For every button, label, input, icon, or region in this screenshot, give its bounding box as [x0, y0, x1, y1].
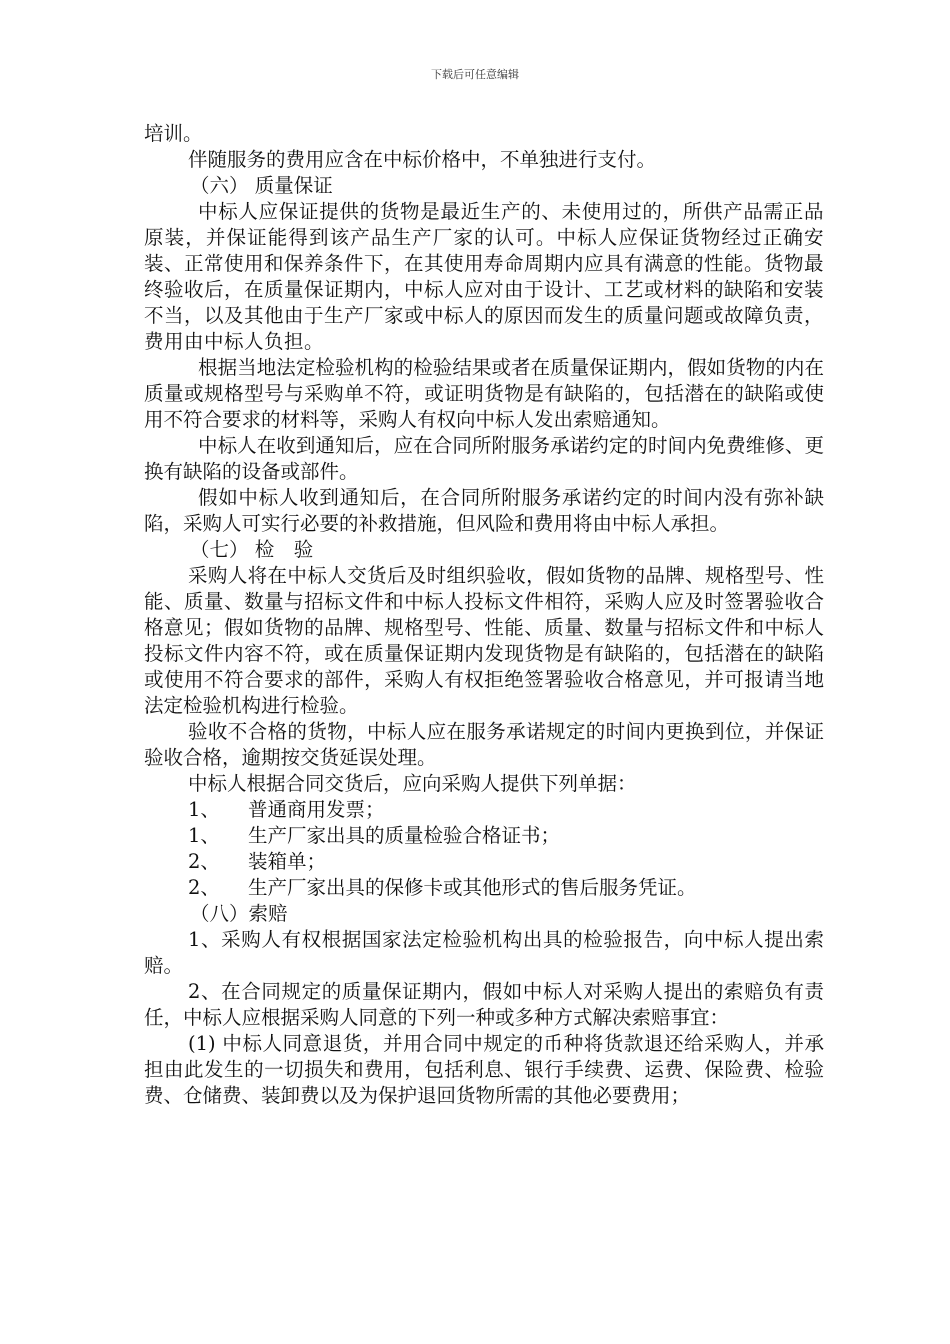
paragraph: 伴随服务的费用应含在中标价格中，不单独进行支付。 — [188, 148, 657, 171]
section-heading-inspection: （七） 检 验 — [190, 538, 314, 561]
document-body — [144, 121, 824, 1109]
paragraph: 1、采购人有权根据国家法定检验机构出具的检验报告，向中标人提出索赔。 — [144, 928, 824, 977]
paragraph: 验收不合格的货物，中标人应在服务承诺规定的时间内更换到位，并保证验收合格，逾期按交货延误处理。 — [144, 720, 824, 769]
list-item — [144, 875, 824, 901]
paragraph: 假如中标人收到通知后，在合同所附服务承诺约定的时间内没有弥补缺陷，采购人可实行必要的补救措施，但风险和费用将由中标人承担。 — [144, 486, 824, 535]
list-text: 生产厂家出具的保修卡或其他形式的售后服务凭证。 — [248, 876, 697, 899]
section-heading-quality: （六） 质量保证 — [190, 174, 333, 197]
paragraph: 中标人在收到通知后，应在合同所附服务承诺约定的时间内免费维修、更换有缺陷的设备或部件。 — [144, 434, 824, 483]
paragraph: 2、在合同规定的质量保证期内，假如中标人对采购人提出的索赔负有责任，中标人应根据采购人同意的下列一种或多种方式解决索赔事宜： — [144, 980, 824, 1029]
list-item — [144, 797, 824, 823]
paragraph: 采购人将在中标人交货后及时组织验收，假如货物的品牌、规格型号、性能、质量、数量与招标文件和中标人投标文件相符，采购人应及时签署验收合格意见；假如货物的品牌、规格型号、性能、质量、数量与招标文件和中标人投标文件内容不符，或在质量保证期内发现货物是有缺陷的，包括潜在的缺陷或使用不符合要求的部件，采购人有权拒绝签署验收合格意见，并可报请当地法定检验机构进行检验。 — [144, 564, 824, 717]
list-text: 生产厂家出具的质量检验合格证书； — [248, 824, 561, 847]
list-number: 1、 — [188, 798, 220, 821]
list-number: 2、 — [188, 850, 220, 873]
list-number: 1、 — [188, 824, 220, 847]
list-number: 2、 — [188, 876, 220, 899]
list-text: 装箱单； — [248, 850, 327, 873]
paragraph: 中标人根据合同交货后，应向采购人提供下列单据： — [188, 772, 637, 795]
list-item — [144, 849, 824, 875]
section-heading-claims: （八）索赔 — [190, 902, 288, 925]
paragraph: 中标人应保证提供的货物是最近生产的、未使用过的，所供产品需正品原装，并保证能得到该产品生产厂家的认可。中标人应保证货物经过正确安装、正常使用和保养条件下，在其使用寿命周期内应具有满意的性能。货物最终验收后，在质量保证期内，中标人应对由于设计、工艺或材料的缺陷和安装不当，以及其他由于生产厂家或中标人的原因而发生的质量问题或故障负责，费用由中标人负担。 — [144, 200, 825, 353]
page-header: 下载后可任意编辑 — [431, 68, 519, 81]
paragraph: 培训。 — [144, 122, 203, 145]
paragraph: (1) 中标人同意退货，并用合同中规定的币种将货款退还给采购人，并承担由此发生的一切损失和费用，包括利息、银行手续费、运费、保险费、检验费、仓储费、装卸费以及为保护退回货物所需的其他必要费用； — [144, 1032, 824, 1107]
list-item — [144, 823, 824, 849]
paragraph: 根据当地法定检验机构的检验结果或者在质量保证期内，假如货物的内在质量或规格型号与采购单不符，或证明货物是有缺陷的，包括潜在的缺陷或使用不符合要求的材料等，采购人有权向中标人发出索赔通知。 — [144, 356, 824, 431]
list-text: 普通商用发票； — [248, 798, 385, 821]
